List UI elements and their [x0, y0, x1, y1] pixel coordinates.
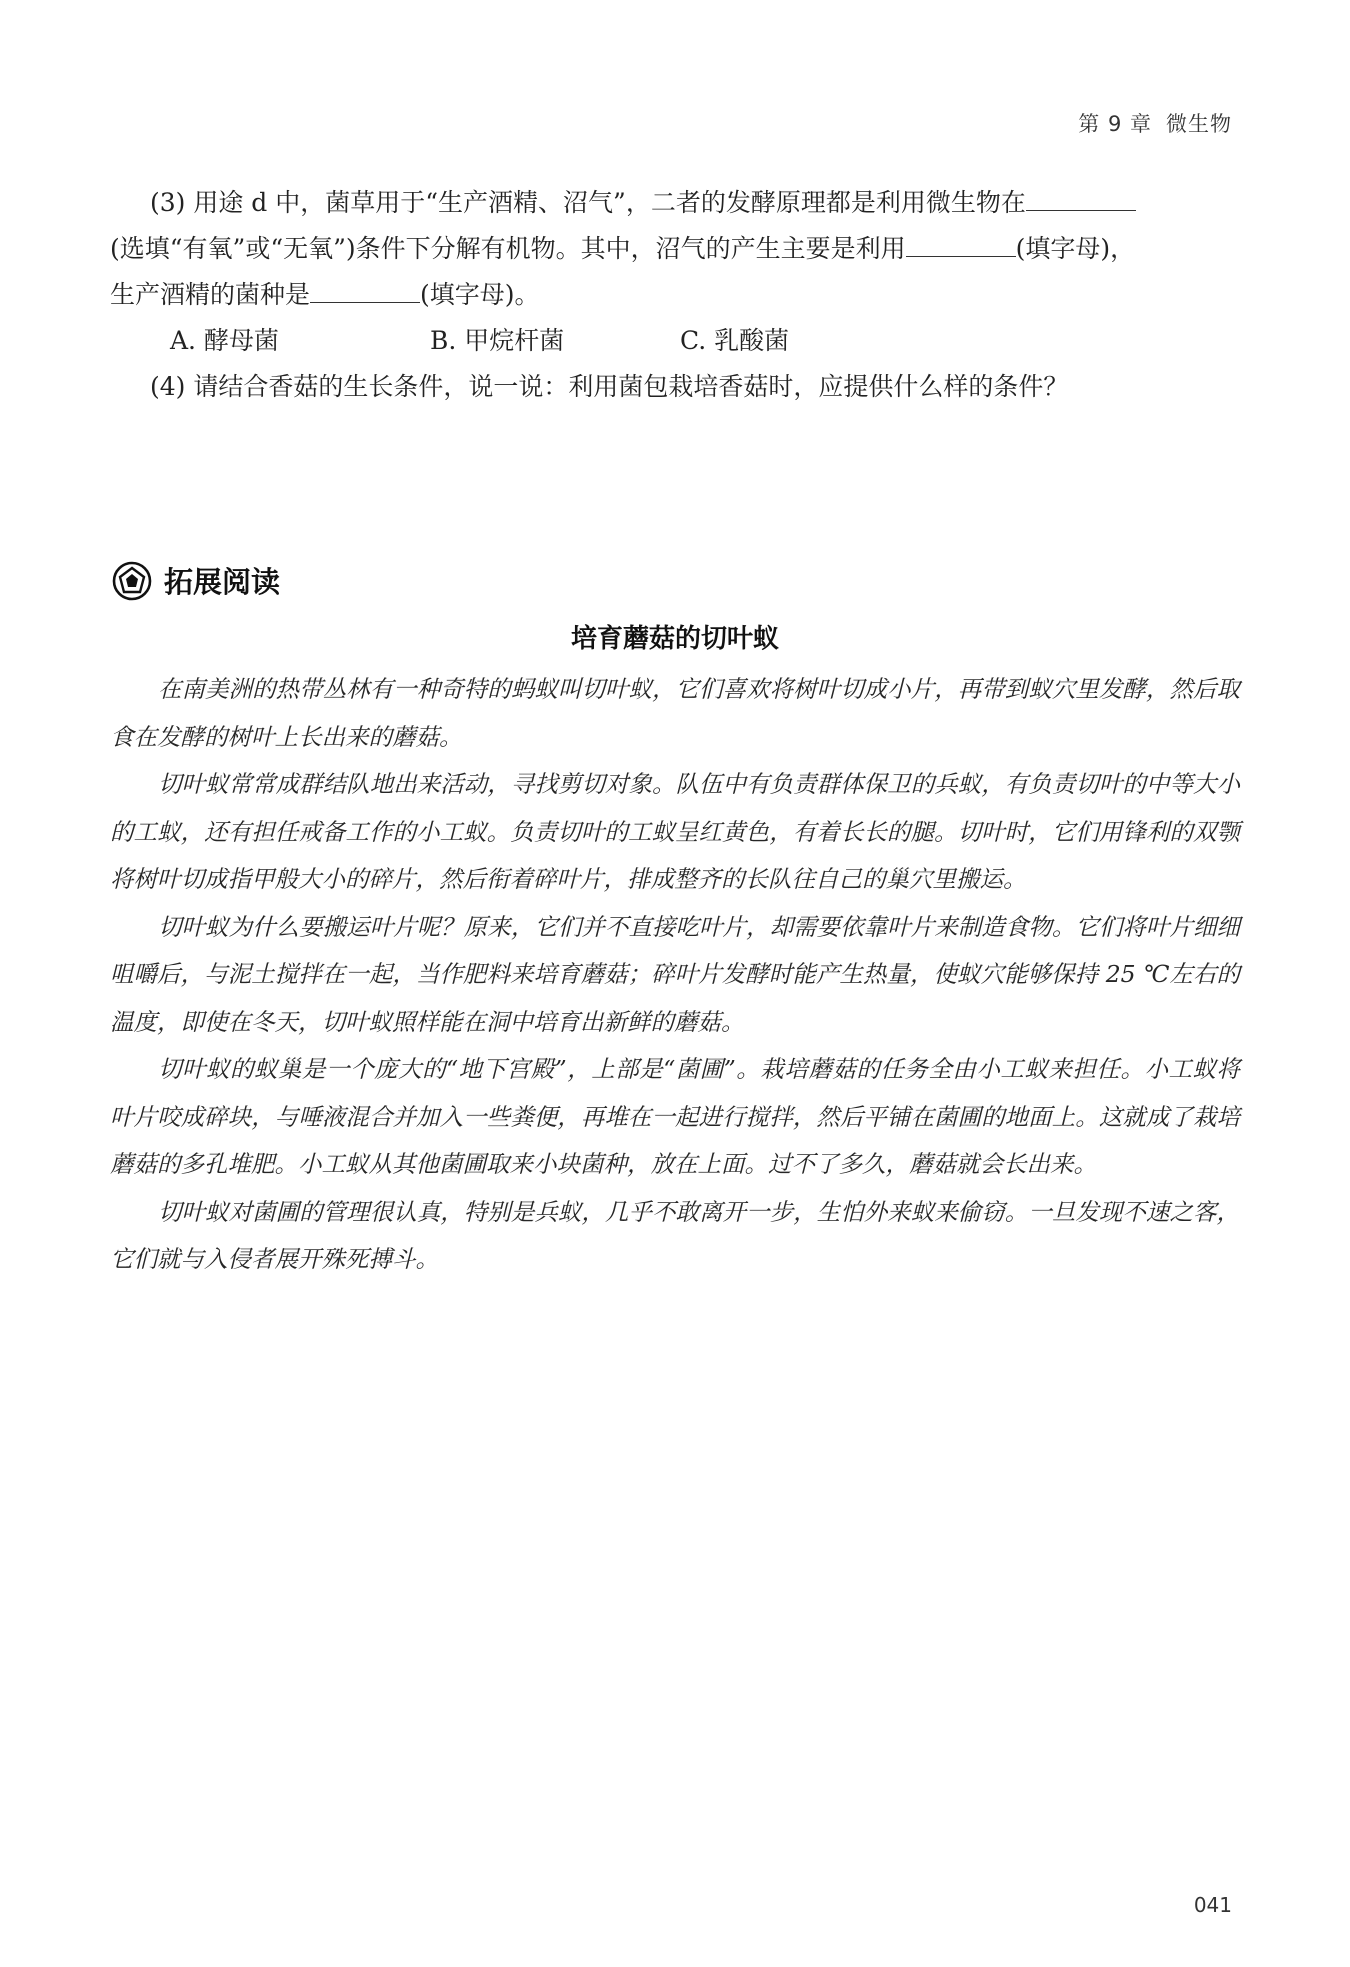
- answer-blank-3[interactable]: [310, 280, 420, 303]
- question-3-cont: [110, 226, 1240, 272]
- section-heading-text: 拓展阅读: [164, 565, 281, 599]
- section-heading: [112, 560, 280, 601]
- article-body: [110, 666, 1240, 1284]
- reading-section-icon: [112, 561, 152, 601]
- q3-text-3: (填字母)，: [1015, 234, 1136, 263]
- option-c: C. 乳酸菌: [680, 326, 790, 355]
- option-b: B. 甲烷杆菌: [430, 326, 565, 355]
- question-4: (4) 请结合香菇的生长条件，说一说：利用菌包栽培香菇时，应提供什么样的条件？: [150, 372, 1069, 401]
- chapter-label: 第 9 章: [1078, 112, 1152, 136]
- option-a: A. 酵母菌: [170, 326, 279, 355]
- q3-text-1: (3) 用途 d 中，菌草用于“生产酒精、沼气”，二者的发酵原理都是利用微生物在: [150, 188, 1026, 217]
- page-number: 041: [1193, 1893, 1232, 1917]
- q3-text-5: (填字母)。: [420, 280, 540, 309]
- running-header: [1078, 108, 1232, 138]
- q3-text-4: 生产酒精的菌种是: [110, 280, 311, 309]
- answer-blank-1[interactable]: [1026, 188, 1136, 211]
- article-paragraph: 切叶蚁对菌圃的管理很认真，特别是兵蚁，几乎不敢离开一步，生怕外来蚁来偷窃。一旦发现不速之客，它们就与入侵者展开殊死搏斗。: [110, 1197, 1240, 1273]
- question-3: [110, 180, 1240, 226]
- article-paragraph: 在南美洲的热带丛林有一种奇特的蚂蚁叫切叶蚁，它们喜欢将树叶切成小片，再带到蚁穴里发酵，然后取食在发酵的树叶上长出来的蘑菇。: [110, 675, 1240, 751]
- exercise-block: [110, 180, 1240, 410]
- answer-options: [110, 318, 1240, 364]
- question-3-cont-2: [110, 272, 1240, 318]
- article-paragraph: 切叶蚁的蚁巢是一个庞大的“地下宫殿”，上部是“菌圃”。栽培蘑菇的任务全由小工蚁来担任。小工蚁将叶片咬成碎块，与唾液混合并加入一些粪便，再堆在一起进行搅拌，然后平铺在菌圃的地面上。这就成了栽培蘑菇的多孔堆肥。小工蚁从其他菌圃取来小块菌种，放在上面。过不了多久，蘑菇就会长出来。: [110, 1055, 1240, 1178]
- article-title: 培育蘑菇的切叶蚁: [570, 624, 779, 654]
- chapter-name: 微生物: [1166, 112, 1232, 136]
- article-paragraph: 切叶蚁为什么要搬运叶片呢？原来，它们并不直接吃叶片，却需要依靠叶片来制造食物。它们将叶片细细咀嚼后，与泥土搅拌在一起，当作肥料来培育蘑菇；碎叶片发酵时能产生热量，使蚁穴能够保持 25 ℃左右的温度，即使在冬天，切叶蚁照样能在洞中培育出新鲜的蘑菇。: [110, 912, 1240, 1036]
- answer-blank-2[interactable]: [906, 234, 1016, 257]
- article-paragraph: 切叶蚁常常成群结队地出来活动，寻找剪切对象。队伍中有负责群体保卫的兵蚁，有负责切叶的中等大小的工蚁，还有担任戒备工作的小工蚁。负责切叶的工蚁呈红黄色，有着长长的腿。切叶时，它们用锋利的双颚将树叶切成指甲般大小的碎片，然后衔着碎叶片，排成整齐的长队往自己的巢穴里搬运。: [110, 770, 1240, 893]
- q3-text-2: (选填“有氧”或“无氧”)条件下分解有机物。其中，沼气的产生主要是利用: [110, 234, 906, 263]
